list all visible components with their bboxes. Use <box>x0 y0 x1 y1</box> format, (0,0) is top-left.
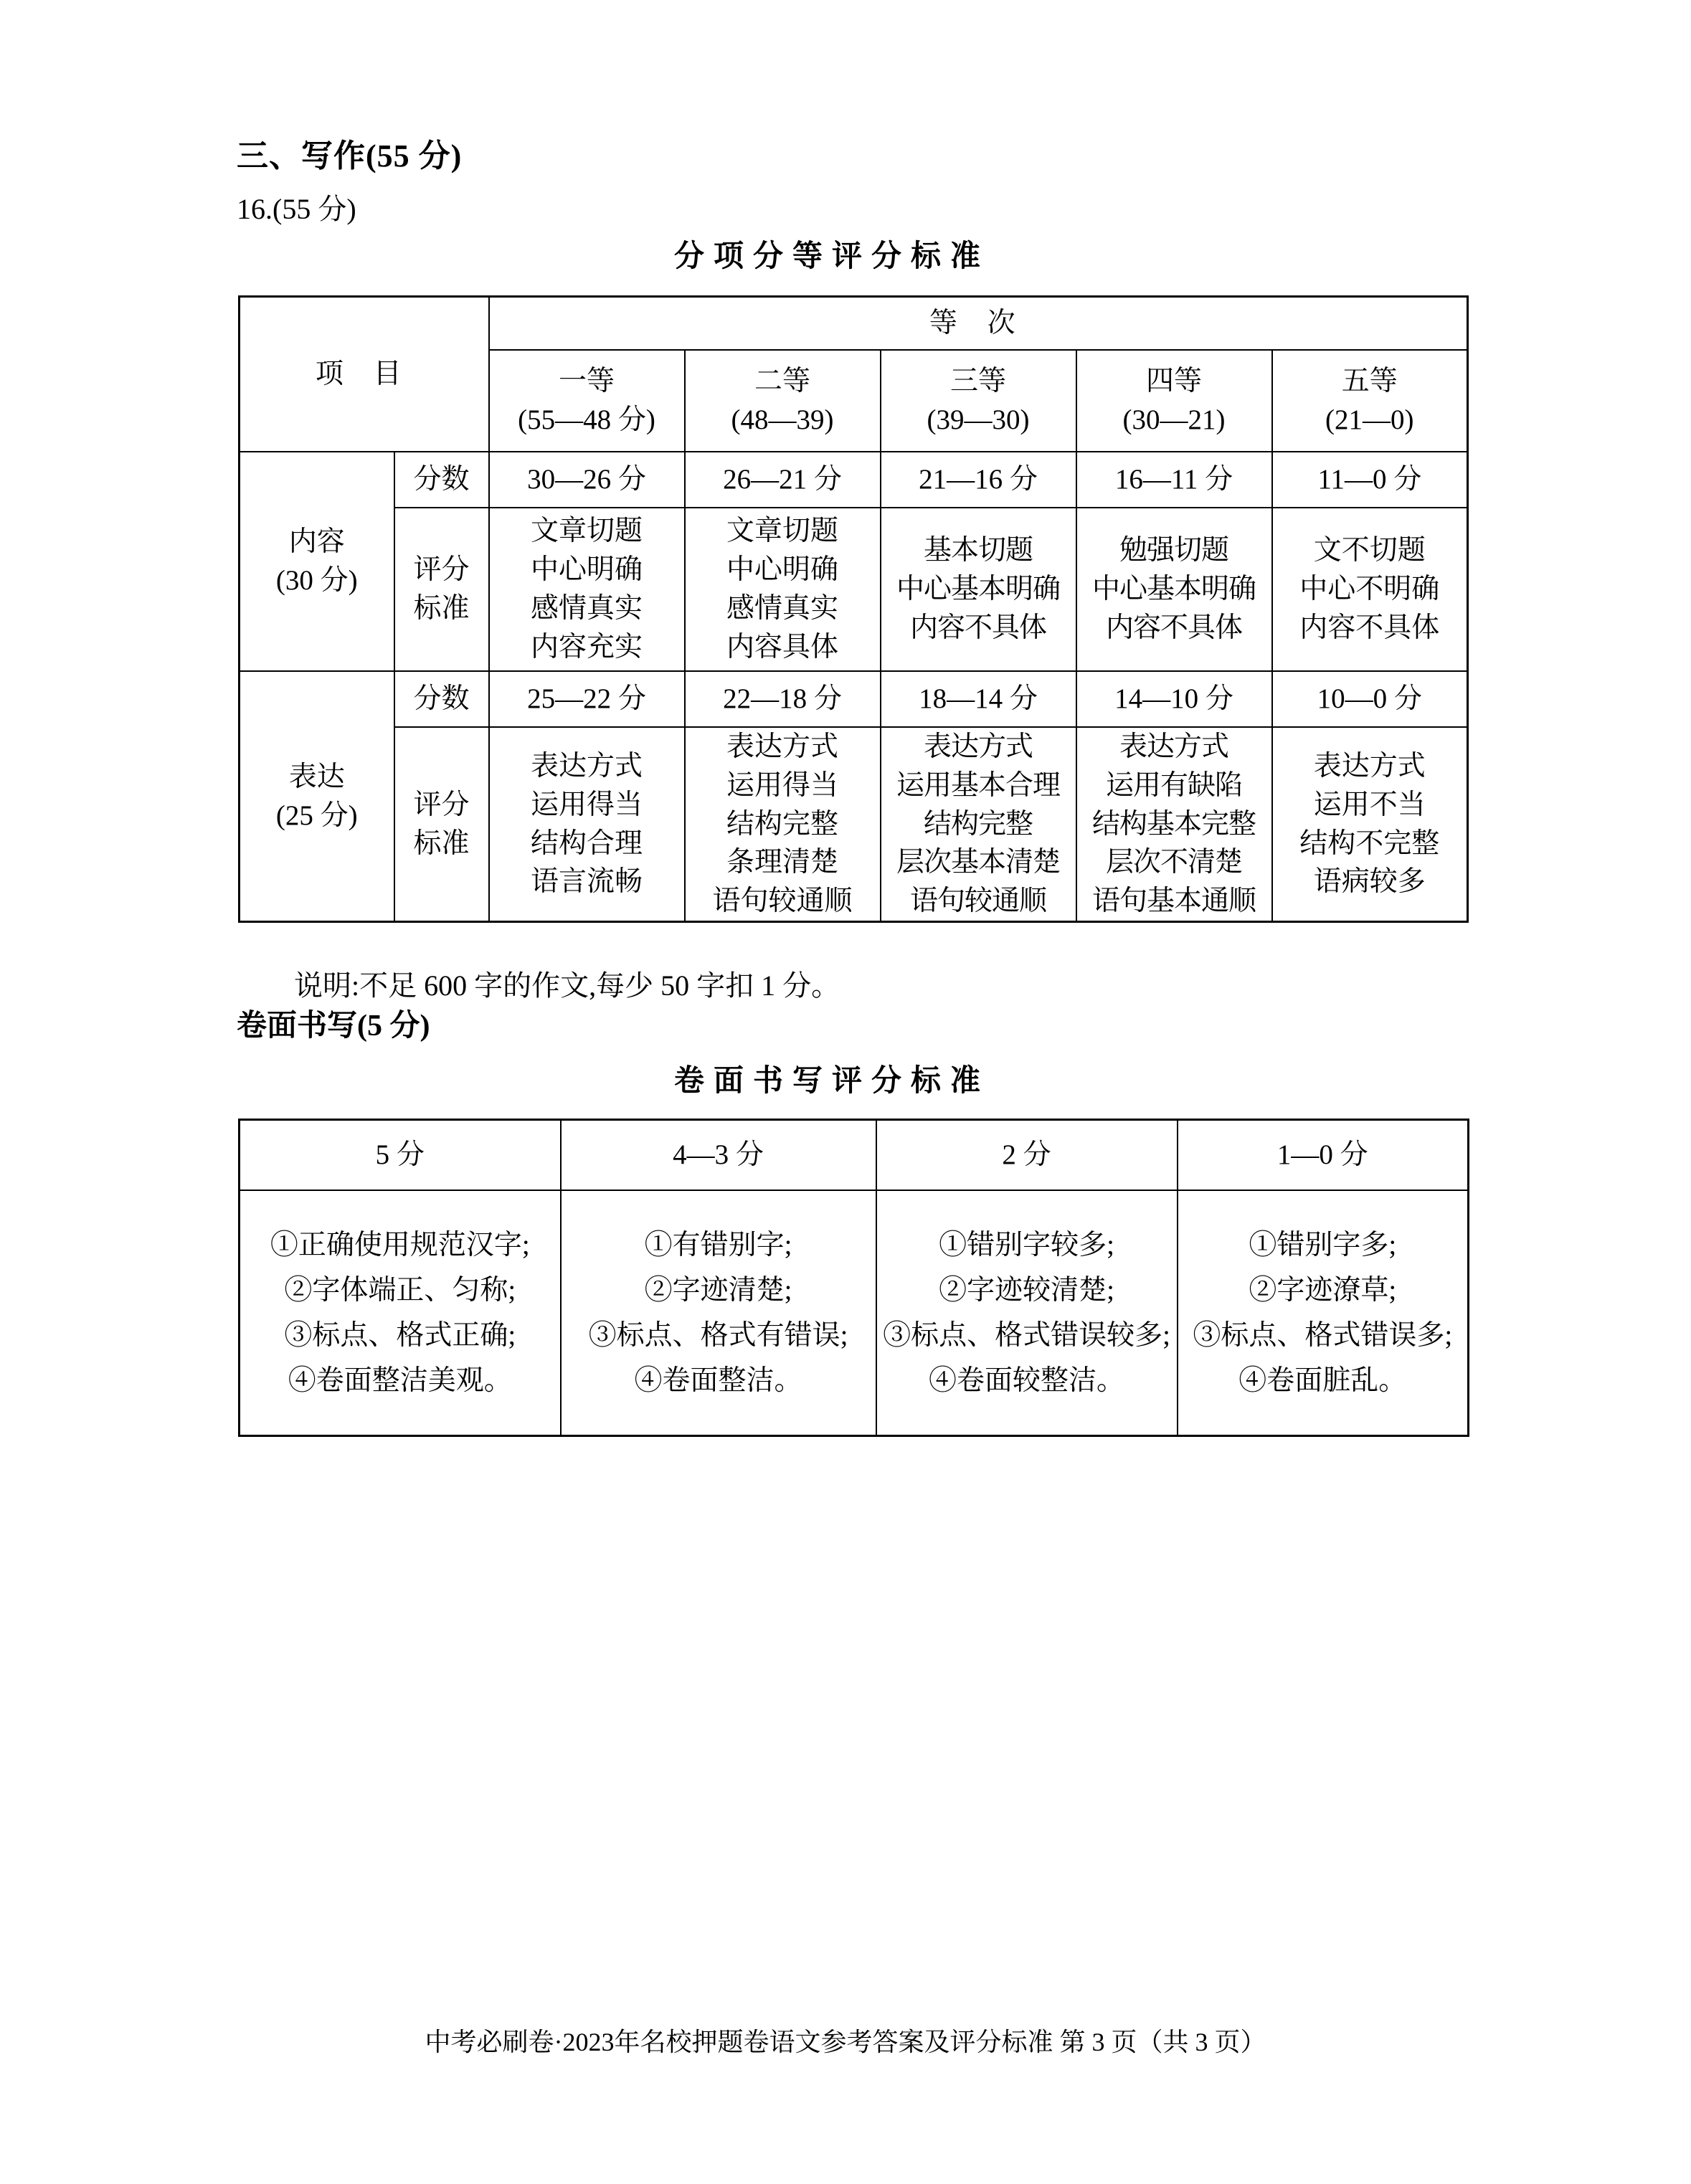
criteria-line: 表达方式 <box>1119 731 1229 762</box>
criteria-label-b2: 标准 <box>413 827 470 859</box>
handwriting-line: ③标点、格式错误较多; <box>883 1320 1170 1351</box>
handwriting-line: ③标点、格式错误多; <box>1193 1320 1453 1351</box>
criteria-line: 运用基本合理 <box>896 769 1061 801</box>
criteria-line: 内容不具体 <box>1106 612 1243 643</box>
criteria-line: 语病较多 <box>1313 866 1426 898</box>
item-points-content: (30 分) <box>275 565 358 596</box>
expression-criteria-3 <box>881 727 1076 922</box>
handwriting-criteria-table <box>238 1119 1469 1437</box>
grade-name-4: 四等 <box>1146 366 1203 397</box>
criteria-line: 语句较通顺 <box>712 886 853 917</box>
criteria-line: 基本切题 <box>924 535 1033 566</box>
handwriting-line: ①错别字多; <box>1249 1229 1397 1260</box>
subsection-heading: 卷面书写(5 分) <box>237 1010 430 1043</box>
table2-title: 卷面书写评分标准 <box>674 1065 990 1098</box>
content-criteria-1 <box>489 508 685 671</box>
grade-name-3: 三等 <box>950 366 1007 397</box>
criteria-line: 结构完整 <box>726 808 839 840</box>
content-score-4: 16—11 分 <box>1076 452 1272 508</box>
criteria-line: 中心明确 <box>726 554 839 586</box>
criteria-line: 结构基本完整 <box>1092 808 1256 840</box>
header-cell-grade-group <box>489 297 1468 351</box>
criteria-line: 中心不明确 <box>1299 574 1440 605</box>
criteria-line: 内容不具体 <box>1299 612 1440 643</box>
criteria-line: 表达方式 <box>726 731 839 762</box>
question-number: 16.(55 分) <box>237 193 356 225</box>
expression-criteria-4 <box>1076 727 1272 922</box>
table-row-handwriting-header <box>240 1120 1469 1191</box>
criteria-label-a2: 标准 <box>413 593 470 624</box>
header-cell-grade-4 <box>1076 350 1272 452</box>
header-cell-grade-1 <box>489 350 685 452</box>
grade-name-2: 二等 <box>754 366 811 397</box>
content-score-5: 11—0 分 <box>1272 452 1468 508</box>
expression-score-3: 18—14 分 <box>881 671 1076 727</box>
header-cell-grade-3 <box>881 350 1076 452</box>
item-name-expression: 表达 <box>288 761 345 792</box>
handwriting-cell-4 <box>1178 1190 1469 1436</box>
item-cell-content <box>240 452 394 671</box>
page-footer: 中考必刷卷·2023年名校押题卷语文参考答案及评分标准 第 3 页（共 3 页） <box>425 2028 1266 2056</box>
criteria-line: 文不切题 <box>1313 535 1426 566</box>
content-criteria-2 <box>685 508 881 671</box>
grade-range-4: (30—21) <box>1122 404 1226 435</box>
criteria-line: 文章切题 <box>726 516 839 547</box>
table-row-expression-criteria <box>240 727 1468 922</box>
handwriting-header-4: 1—0 分 <box>1178 1120 1469 1191</box>
expression-score-5: 10—0 分 <box>1272 671 1468 727</box>
criteria-line: 语言流畅 <box>531 866 643 898</box>
criteria-label-a1: 评分 <box>413 554 470 586</box>
handwriting-line: ①正确使用规范汉字; <box>270 1229 530 1260</box>
criteria-line: 层次不清楚 <box>1106 847 1243 878</box>
handwriting-cell-1 <box>240 1190 561 1436</box>
content-score-2: 26—21 分 <box>685 452 881 508</box>
handwriting-header-3: 2 分 <box>876 1120 1178 1191</box>
table-row-handwriting-body <box>240 1190 1469 1436</box>
expression-criteria-2 <box>685 727 881 922</box>
expression-score-1: 25—22 分 <box>489 671 685 727</box>
criteria-line: 中心明确 <box>531 554 643 586</box>
criteria-line: 运用得当 <box>726 769 839 801</box>
header-cell-item <box>240 297 489 452</box>
criteria-line: 中心基本明确 <box>1092 574 1256 605</box>
table-row-group-header <box>240 297 1468 351</box>
criteria-line: 语句基本通顺 <box>1092 886 1256 917</box>
table1-title: 分项分等评分标准 <box>674 240 990 273</box>
handwriting-cell-3 <box>876 1190 1178 1436</box>
grade-range-3: (39—30) <box>927 404 1030 435</box>
grade-name-5: 五等 <box>1341 366 1398 397</box>
criteria-line: 中心基本明确 <box>896 574 1061 605</box>
handwriting-header-1: 5 分 <box>240 1120 561 1191</box>
table-row-expression-scores <box>240 671 1468 727</box>
handwriting-line: ④卷面脏乱。 <box>1238 1365 1407 1397</box>
criteria-line: 层次基本清楚 <box>896 847 1061 878</box>
criteria-line: 条理清楚 <box>726 847 839 878</box>
handwriting-line: ④卷面较整洁。 <box>928 1365 1124 1397</box>
handwriting-line: ②字迹潦草; <box>1249 1274 1397 1306</box>
header-item-label: 项 目 <box>315 359 413 390</box>
scoring-criteria-table <box>238 295 1469 923</box>
table-row-content-scores <box>240 452 1468 508</box>
header-cell-grade-2 <box>685 350 881 452</box>
grade-name-1: 一等 <box>559 366 615 397</box>
criteria-line: 语句较通顺 <box>910 886 1047 917</box>
expression-criteria-1 <box>489 727 685 922</box>
grade-range-5: (21—0) <box>1325 404 1414 435</box>
handwriting-line: ④卷面整洁。 <box>634 1365 802 1397</box>
item-cell-expression <box>240 671 394 922</box>
handwriting-line: ③标点、格式正确; <box>284 1320 516 1351</box>
handwriting-line: ④卷面整洁美观。 <box>288 1365 512 1397</box>
handwriting-line: ①有错别字; <box>644 1229 792 1260</box>
criteria-line: 内容具体 <box>726 631 839 663</box>
criteria-line: 结构合理 <box>531 827 643 859</box>
handwriting-line: ③标点、格式有错误; <box>588 1320 848 1351</box>
header-cell-grade-5 <box>1272 350 1468 452</box>
criteria-line: 文章切题 <box>531 516 643 547</box>
criteria-line: 结构不完整 <box>1299 827 1440 859</box>
sub-label-content-score: 分数 <box>394 452 489 508</box>
criteria-line: 感情真实 <box>531 593 643 624</box>
sub-label-content-criteria <box>394 508 489 671</box>
expression-criteria-5 <box>1272 727 1468 922</box>
criteria-line: 运用得当 <box>531 789 643 820</box>
sub-label-expression-criteria <box>394 727 489 922</box>
grade-range-1: (55—48 分) <box>518 404 655 435</box>
scoring-note: 说明:不足 600 字的作文,每少 50 字扣 1 分。 <box>294 969 840 1002</box>
criteria-line: 感情真实 <box>726 593 839 624</box>
sub-label-expression-score: 分数 <box>394 671 489 727</box>
criteria-line: 运用不当 <box>1313 789 1426 820</box>
criteria-line: 内容不具体 <box>910 612 1047 643</box>
content-score-1: 30—26 分 <box>489 452 685 508</box>
header-grade-group-label: 等 次 <box>929 308 1027 339</box>
handwriting-line: ①错别字较多; <box>939 1229 1114 1260</box>
expression-score-4: 14—10 分 <box>1076 671 1272 727</box>
table-row-content-criteria <box>240 508 1468 671</box>
criteria-line: 表达方式 <box>531 750 643 782</box>
criteria-line: 勉强切题 <box>1119 535 1229 566</box>
criteria-line: 内容充实 <box>531 631 643 663</box>
handwriting-line: ②字迹清楚; <box>644 1274 792 1306</box>
criteria-line: 结构完整 <box>924 808 1033 840</box>
section-heading: 三、写作(55 分) <box>237 138 463 174</box>
handwriting-line: ②字迹较清楚; <box>939 1274 1114 1306</box>
criteria-label-b1: 评分 <box>413 789 470 820</box>
criteria-line: 运用有缺陷 <box>1106 769 1243 801</box>
criteria-line: 表达方式 <box>924 731 1033 762</box>
item-points-expression: (25 分) <box>275 799 358 831</box>
content-criteria-4 <box>1076 508 1272 671</box>
content-criteria-5 <box>1272 508 1468 671</box>
content-criteria-3 <box>881 508 1076 671</box>
handwriting-line: ②字体端正、匀称; <box>284 1274 516 1306</box>
expression-score-2: 22—18 分 <box>685 671 881 727</box>
content-score-3: 21—16 分 <box>881 452 1076 508</box>
handwriting-header-2: 4—3 分 <box>561 1120 876 1191</box>
grade-range-2: (48—39) <box>731 404 834 435</box>
handwriting-cell-2 <box>561 1190 876 1436</box>
item-name-content: 内容 <box>288 526 345 558</box>
criteria-line: 表达方式 <box>1313 750 1426 782</box>
